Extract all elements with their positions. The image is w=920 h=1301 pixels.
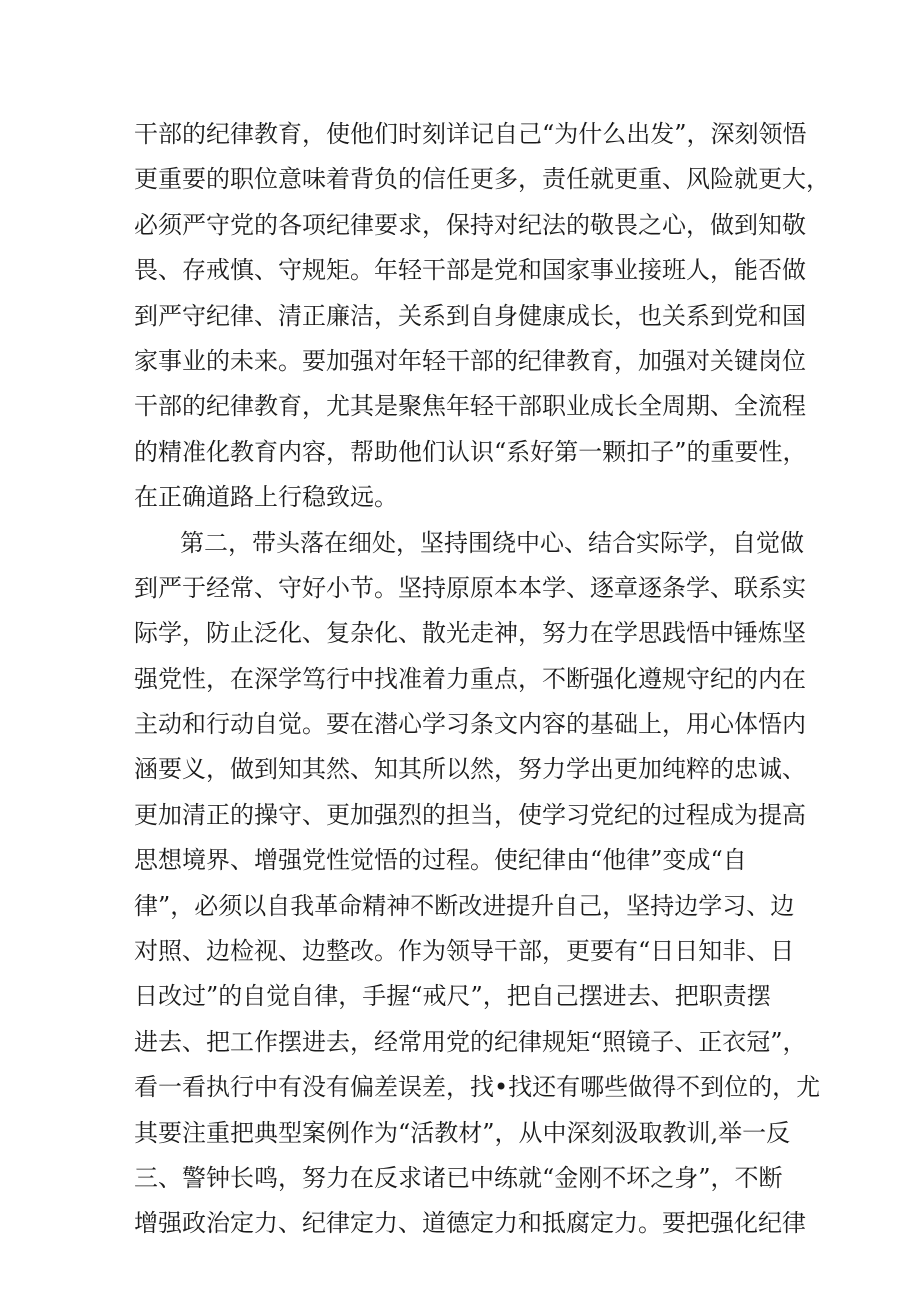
paragraph-2: [134, 521, 821, 1247]
paragraph-1: [134, 112, 830, 521]
text-line: 更重要的职位意味着背负的信任更多，责任就更重、风险就更大，: [134, 165, 830, 194]
text-line: 家事业的未来。要加强对年轻干部的纪律教育，加强对关键岗位: [134, 346, 806, 375]
text-line: 日改过”的自觉自律，手握“戒尺”，把自己摆进去、把职责摆: [134, 982, 771, 1011]
text-line: 在正确道路上行稳致远。: [134, 483, 398, 512]
text-line: 进去、把工作摆进去，经常用党的纪律规矩“照镜子、正衣冠”，: [134, 1027, 807, 1056]
text-line: 对照、边检视、边整改。作为领导干部，更要有“日日知非、日: [134, 937, 795, 966]
text-line: 增强政治定力、纪律定力、道德定力和抵腐定力。要把强化纪律: [134, 1209, 806, 1238]
text-line: 涵要义，做到知其然、知其所以然，努力学出更加纯粹的忠诚、: [134, 755, 806, 784]
text-line: 更加清正的操守、更加强烈的担当，使学习党纪的过程成为提高: [134, 800, 806, 829]
text-line: 强党性，在深学笃行中找准着力重点，不断强化遵规守纪的内在: [134, 664, 806, 693]
text-line: 思想境界、增强党性觉悟的过程。使纪律由“他律”变成“自: [134, 846, 747, 875]
text-line: 到严于经常、守好小节。坚持原原本本学、逐章逐条学、联系实: [134, 573, 806, 602]
text-line: 干部的纪律教育，尤其是聚焦年轻干部职业成长全周期、全流程: [134, 392, 806, 421]
text-line: 主动和行动自觉。要在潜心学习条文内容的基础上，用心体悟内: [134, 710, 806, 739]
body-text: [134, 112, 830, 1247]
text-line: 干部的纪律教育，使他们时刻详记自己“为什么出发”，深刻领悟: [134, 120, 807, 148]
text-line: 其要注重把典型案例作为“活教材”，从中深刻汲取教训,举一反: [134, 1118, 791, 1147]
text-line: 必须严守党的各项纪律要求，保持对纪法的敬畏之心，做到知敬: [134, 210, 806, 239]
text-line: 到严守纪律、清正廉洁，关系到自身健康成长，也关系到党和国: [134, 301, 806, 330]
text-line: 律”，必须以自我革命精神不断改进提升自己，坚持边学习、边: [134, 891, 795, 920]
text-line: 第二，带头落在细处，坚持围绕中心、结合实际学，自觉做: [180, 528, 804, 557]
text-line: 畏、存戒慎、守规矩。年轻干部是党和国家事业接班人，能否做: [134, 256, 806, 285]
text-line: 的精准化教育内容，帮助他们认识“系好第一颗扣子”的重要性，: [134, 437, 807, 466]
text-line: 看一看执行中有没有偏差误差，找•找还有哪些做得不到位的，尤: [134, 1073, 821, 1102]
text-line: 际学，防止泛化、复杂化、散光走神，努力在学思践悟中锤炼坚: [134, 619, 806, 648]
text-line: 三、警钟长鸣，努力在反求诸已中练就“金刚不坏之身”，不断: [134, 1163, 783, 1192]
